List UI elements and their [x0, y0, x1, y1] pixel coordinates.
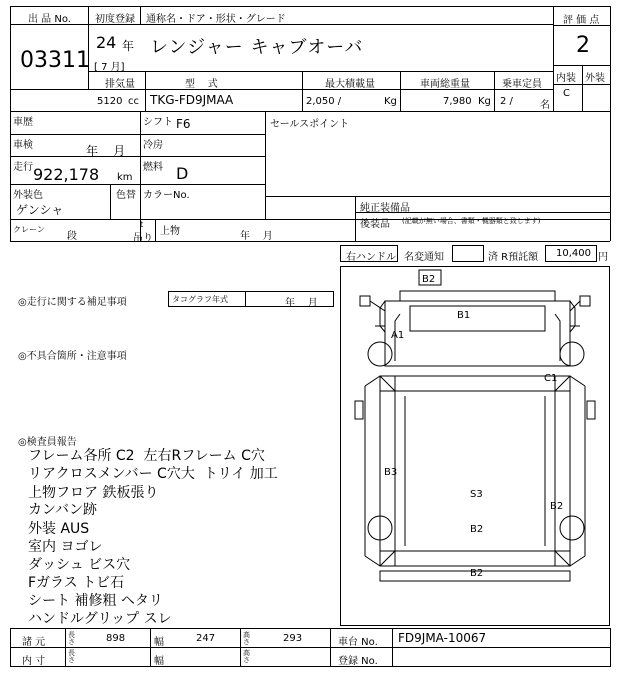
body-label: 上物	[160, 226, 180, 237]
body-date-value: 年 月	[240, 231, 273, 242]
first-registration-label: 初度登録	[95, 14, 135, 25]
inspector-line: Fガラス トビ石	[28, 575, 125, 591]
damage-mark: B2	[470, 524, 484, 535]
aftermarket-label: 後装品	[360, 219, 390, 230]
inspector-line: 上物フロア 鉄板張り	[28, 485, 159, 501]
damage-mark: B2	[422, 274, 436, 285]
vehicle-name: レンジャー キャブオーバ	[150, 37, 364, 58]
gross-weight-value: 7,980	[443, 96, 472, 107]
exterior-score-label: 外装	[585, 73, 605, 84]
tachograph-value: 年 月	[285, 298, 318, 309]
width-label: 幅	[154, 656, 164, 667]
lot-number: 03311	[20, 48, 90, 73]
score-label: 評 価 点	[563, 15, 600, 26]
model-value: TKG-FD9JMAA	[150, 93, 234, 107]
width-label: 幅	[154, 637, 164, 648]
fuel-label: 燃料	[143, 162, 163, 173]
recycle-value: 10,400	[556, 248, 591, 259]
name-change-label: 名変通知	[404, 252, 444, 263]
truck-diagram	[340, 266, 610, 626]
crane-ton-label: t	[140, 220, 144, 229]
displacement-unit: cc	[128, 96, 139, 107]
history-label: 車歴	[13, 117, 33, 128]
inspector-line: リアクロスメンバー C穴大 トリイ 加工	[28, 466, 278, 482]
mileage-unit: km	[117, 172, 133, 183]
recycle-label: 済 R預託額	[488, 252, 539, 263]
displacement-value: 5120	[97, 96, 123, 107]
inspection-value: 年 月	[86, 144, 126, 158]
mileage-label: 走行	[13, 162, 33, 173]
displacement-label: 排気量	[105, 79, 135, 90]
capacity-label: 乗車定員	[502, 79, 542, 90]
exterior-color-value: ゲンシャ	[16, 203, 64, 217]
length-value: 898	[106, 633, 126, 644]
tachograph-label: タコグラフ年式	[172, 295, 228, 304]
crane-lift-label: 吊り	[133, 233, 153, 244]
inspector-line: 外装 AUS	[28, 521, 90, 537]
gross-weight-unit: Kg	[478, 96, 491, 107]
damage-mark: A1	[391, 330, 405, 341]
inspector-line: フレーム各所 C2 左右Rフレーム C穴	[28, 448, 265, 464]
max-load-label: 最大積載量	[325, 79, 375, 90]
genuine-equipment-label: 純正装備品	[360, 203, 410, 214]
inspector-line: ハンドルグリップ スレ	[28, 611, 172, 627]
year-unit: 年	[122, 39, 135, 53]
damage-mark: S3	[470, 489, 483, 500]
vehicle-name-label: 通称名・ドア・形状・グレード	[146, 14, 286, 25]
inspector-report-label: ◎検査員報告	[18, 437, 77, 448]
interior-score-label: 内装	[556, 73, 576, 84]
inspector-line: カンバン跡	[28, 502, 98, 518]
first-registration-year: 24	[96, 33, 117, 52]
inspector-line: シート 補修粗 ヘタリ	[28, 593, 163, 609]
crane-stage-label: 段	[67, 231, 77, 242]
width-value: 247	[196, 633, 216, 644]
color-no-label: カラーNo.	[143, 190, 190, 201]
crane-label: クレーン	[13, 225, 45, 234]
mileage-value: 922,178	[33, 165, 100, 184]
inspector-line: 室内 ヨゴレ	[28, 539, 103, 555]
aftermarket-note: (記載が無い場合、書類・機器類と致します)	[402, 217, 541, 225]
damage-mark: B3	[384, 467, 398, 478]
registration-no-label: 登録 No.	[338, 656, 378, 667]
height-label: 高さ	[243, 631, 250, 646]
chassis-no-label: 車台 No.	[338, 637, 378, 648]
model-label: 型 式	[185, 79, 218, 90]
fuel-value: D	[176, 164, 189, 183]
max-load-value: 2,050 /	[306, 96, 342, 107]
length-label: 長さ	[68, 649, 75, 664]
ac-label: 冷房	[143, 140, 163, 151]
lot-label: 出 品 No.	[28, 14, 71, 25]
capacity-unit: 名	[540, 100, 550, 111]
defects-label: ◎不具合箇所・注意事項	[18, 351, 127, 362]
damage-mark: B2	[470, 568, 484, 579]
rhd-label: 右ハンドル	[346, 252, 396, 263]
chassis-no-value: FD9JMA-10067	[398, 631, 487, 645]
shift-value: F6	[176, 117, 191, 131]
capacity-value: 2 /	[500, 96, 513, 107]
inspection-label: 車検	[13, 140, 33, 151]
max-load-unit: Kg	[384, 96, 397, 107]
sales-point-label: セールスポイント	[270, 119, 350, 130]
damage-mark: B2	[550, 501, 564, 512]
interior-score-value: C	[563, 88, 570, 99]
first-registration-month: [ 7 月]	[94, 62, 125, 73]
exterior-color-label: 外装色	[13, 190, 43, 201]
length-label: 長さ	[68, 631, 75, 646]
height-value: 293	[283, 633, 303, 644]
color-change-label: 色替	[116, 190, 136, 201]
shift-label: シフト	[143, 117, 173, 128]
inspector-line: ダッシュ ビス穴	[28, 557, 131, 573]
damage-mark: B1	[457, 310, 471, 321]
gross-weight-label: 車両総重量	[420, 79, 470, 90]
recycle-unit: 円	[598, 252, 608, 263]
height-label: 高さ	[243, 649, 250, 664]
damage-mark: C1	[544, 373, 558, 384]
score-value: 2	[576, 33, 590, 58]
run-notes-label: ◎走行に関する補足事項	[18, 297, 127, 308]
dimensions-label: 諸 元	[22, 637, 46, 648]
interior-dimensions-label: 内 寸	[22, 656, 46, 667]
